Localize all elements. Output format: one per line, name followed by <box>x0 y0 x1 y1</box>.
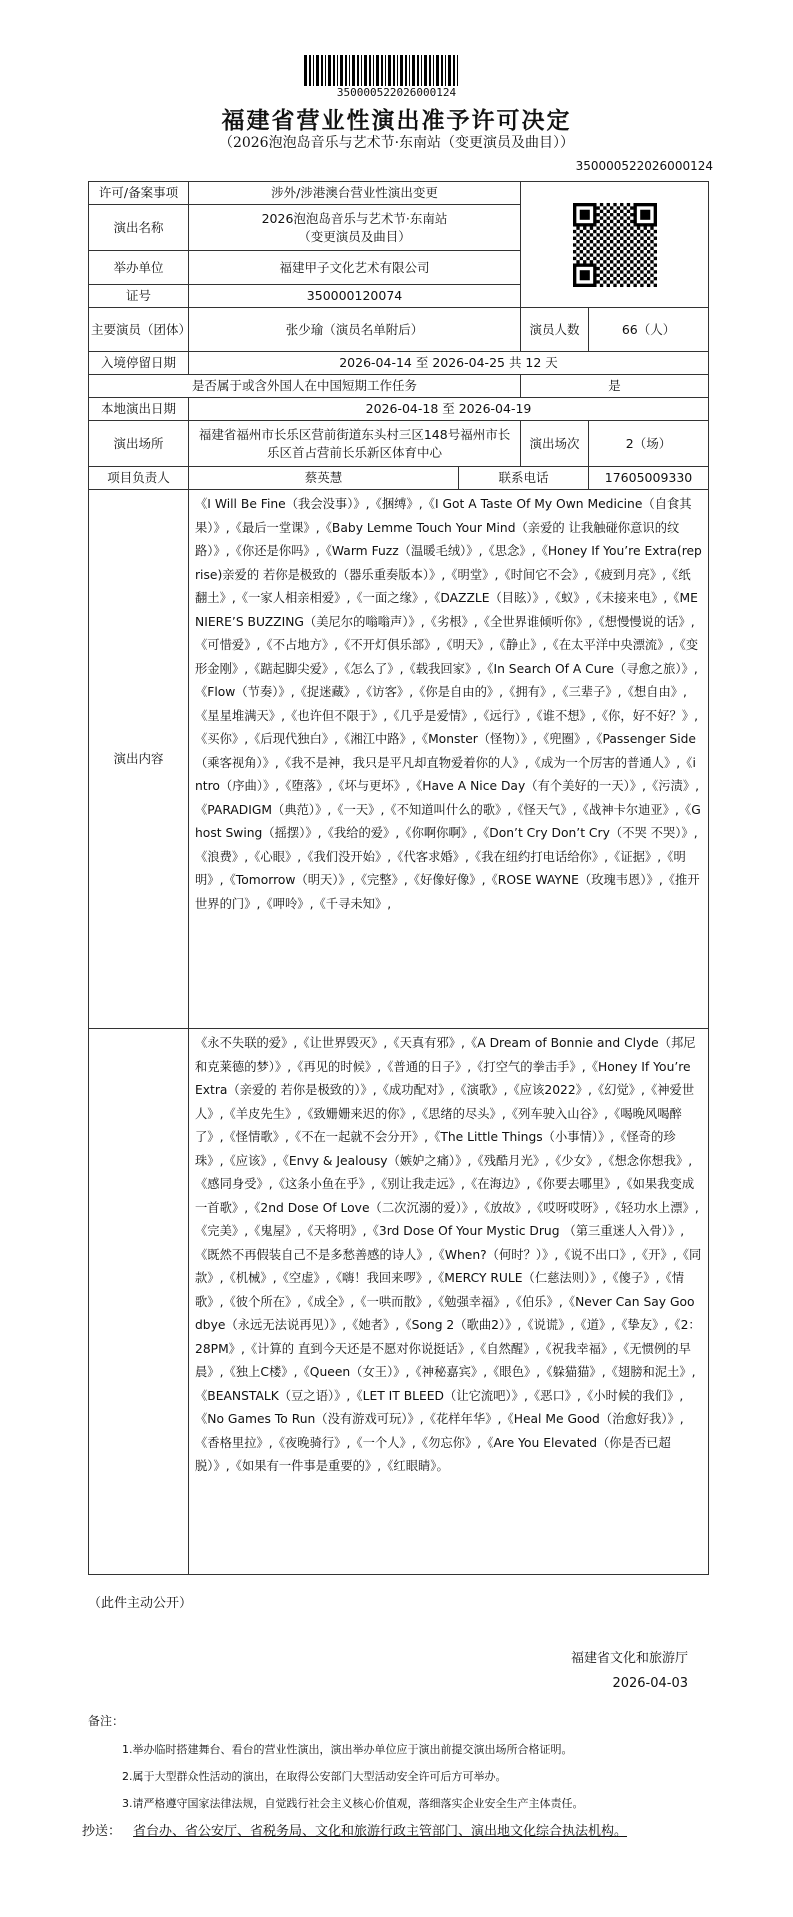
barcode <box>302 55 462 86</box>
cert-label: 证号 <box>89 285 189 308</box>
entry-dates-label: 入境停留日期 <box>89 352 189 375</box>
document-title: 福建省营业性演出准予许可决定 <box>221 107 572 134</box>
notes-list <box>122 1736 584 1817</box>
issue-date: 2026-04-03 <box>612 1676 688 1691</box>
content-list-part-1: 《I Will Be Fine（我会没事）》,《捆缚》,《I Got A Taste Of My Own Medicine（自食其果）》,《最后一堂课》,《Baby Lemme Touch Your Mind（亲爱的 让我触碰你意识的纹路）》,《你还是你吗》,《Warm Fuzz（温暖毛绒）》,《思念》,《Honey If You’re Extra(reprise)亲爱的 若你是极致的（器乐重奏版本）》,《明堂》,《时间它不会》,《疲到月亮》,《纸翻土》,《一家人相亲相爱》,《一面之缘》,《DAZZLE（目眩）》,《蚁》,《未接来电》,《MENIERE’S BUZZING（美尼尔的嗡嗡声）》,《劣根》,《全世界谁倾听你》,《想慢慢说的话》,《可惜爱》,《不占地方》,《不开灯俱乐部》,《明天》,《静止》,《在太平洋中央漂流》,《变形金刚》,《踮起脚尖爱》,《怎么了》,《载我回家》,《In Search Of A Cure（寻愈之旅）》,《Flow（节奏）》,《捉迷藏》,《访客》,《你是自由的》,《拥有》,《三辈子》,《想自由》,《星星堆满天》,《也许但不限于》,《几乎是爱情》,《远行》,《谁不想》,《你，好不好？》,《买你》,《后现代独白》,《湘江中路》,《Monster（怪物）》,《兜圈》,《Passenger Side（乘客视角）》,《我不是神，我只是平凡却直物爱着你的人》,《成为一个厉害的普通人》,《intro（序曲）》,《堕落》,《坏与更坏》,《Have A Nice Day（有个美好的一天）》,《污渍》,《PARADIGM（典范）》,《一天》,《不知道叫什么的歌》,《怪天气》,《战神卡尔迪亚》,《Ghost Swing（摇摆）》,《我给的爱》,《你啊你啊》,《Don’t Cry Don’t Cry（不哭 不哭）》,《浪费》,《心眼》,《我们没开始》,《代客求婚》,《我在纽约打电话给你》,《证据》,《明明》,《Tomorrow（明天）》,《完整》,《好像好像》,《ROSE WAYNE（玫瑰韦恩）》,《推开世界的门》,《呷呤》,《千寻未知》, <box>189 490 709 1029</box>
performers-value: 张少瑜（演员名单附后） <box>189 308 521 352</box>
foreign-work-label: 是否属于或含外国人在中国短期工作任务 <box>89 375 521 398</box>
show-name-value <box>189 205 521 251</box>
cert-value: 350000120074 <box>189 285 521 308</box>
show-name-label: 演出名称 <box>89 205 189 251</box>
show-name-line-1: 2026泡泡岛音乐与艺术节·东南站 <box>261 210 448 226</box>
sessions-label: 演出场次 <box>521 421 589 467</box>
entry-dates-value: 2026-04-14 至 2026-04-25 共 12 天 <box>189 352 709 375</box>
qr-code-icon <box>573 203 657 287</box>
row-content-2 <box>89 1029 709 1575</box>
manager-value: 蔡英慧 <box>189 467 459 490</box>
phone-value: 17605009330 <box>589 467 709 490</box>
document-subtitle: （2026泡泡岛音乐与艺术节·东南站（变更演员及曲目）） <box>218 135 575 151</box>
issuer: 福建省文化和旅游厅 <box>570 1651 688 1666</box>
local-dates-value: 2026-04-18 至 2026-04-19 <box>189 398 709 421</box>
performer-count-label: 演员人数 <box>521 308 589 352</box>
venue-value: 福建省福州市长乐区营前街道东头村三区148号福州市长乐区首占营前长乐新区体育中心 <box>189 421 521 467</box>
permit-table <box>88 181 709 1575</box>
performer-count-value: 66（人） <box>589 308 709 352</box>
content-label-continued <box>89 1029 189 1575</box>
note-item: 2.属于大型群众性活动的演出，在取得公安部门大型活动安全许可后方可举办。 <box>122 1770 507 1783</box>
notes-heading: 备注： <box>88 1714 125 1728</box>
cc-line <box>82 1820 722 1844</box>
foreign-work-value: 是 <box>521 375 709 398</box>
phone-label: 联系电话 <box>459 467 589 490</box>
local-dates-label: 本地演出日期 <box>89 398 189 421</box>
row-foreign-work <box>89 375 709 398</box>
barcode-number: 350000522026000124 <box>336 86 457 99</box>
license-type-label: 许可/备案事项 <box>89 182 189 205</box>
row-license-type <box>89 182 709 205</box>
cc-recipients: 省台办、省公安厅、省税务局、文化和旅游行政主管部门、演出地文化综合执法机构。 <box>133 1824 628 1839</box>
row-local-dates <box>89 398 709 421</box>
row-entry-dates <box>89 352 709 375</box>
cc-label: 抄送： <box>82 1824 122 1839</box>
row-venue <box>89 421 709 467</box>
performers-label: 主要演员（团体） <box>89 308 189 352</box>
show-name-line-2: （变更演员及曲目） <box>298 228 411 244</box>
note-item: 1.举办临时搭建舞台、看台的营业性演出，演出举办单位应于演出前提交演出场所合格证明。 <box>122 1743 573 1756</box>
venue-label: 演出场所 <box>89 421 189 467</box>
row-performers <box>89 308 709 352</box>
content-label: 演出内容 <box>89 490 189 1029</box>
document-number: 350000522026000124 <box>575 159 713 173</box>
organizer-value: 福建甲子文化艺术有限公司 <box>189 251 521 285</box>
license-type-value: 涉外/涉港澳台营业性演出变更 <box>189 182 521 205</box>
row-manager <box>89 467 709 490</box>
content-list-part-2: 《永不失联的爱》,《让世界毁灭》,《天真有邪》,《A Dream of Bonnie and Clyde（邦尼和克莱德的梦）》,《再见的时候》,《普通的日子》,《打空气的拳击手》,《Honey If You’re Extra（亲爱的 若你是极致的）》,《成功配对》,《演歌》,《应该2022》,《幻觉》,《神爱世人》,《羊皮先生》,《致姗姗来迟的你》,《思绪的尽头》,《列车驶入山谷》,《喝晚风喝醉了》,《怪情歌》,《不在一起就不会分开》,《The Little Things（小事情）》,《怪奇的珍珠》,《应该》,《Envy & Jealousy（嫉妒之痛）》,《残酷月光》,《少女》,《想念你想我》,《感同身受》,《这条小鱼在乎》,《别让我走远》,《在海边》,《你要去哪里》,《如果我变成一首歌》,《2nd Dose Of Love（二次沉溺的爱）》,《放故》,《哎呀哎呀》,《轻功水上漂》,《完美》,《鬼屋》,《天将明》,《3rd Dose Of Your Mystic Drug （第三重迷人入骨）》,《既然不再假装自己不是多愁善感的诗人》,《When?（何时？）》,《说不出口》,《开》,《同款》,《机械》,《空虚》,《嗨！我回来啰》,《MERCY RULE（仁慈法则）》,《傻子》,《情歌》,《彼个所在》,《成全》,《一哄而散》,《勉强幸福》,《伯乐》,《Never Can Say Goodbye（永远无法说再见）》,《她者》,《Song 2（歌曲2）》,《说谎》,《道》,《挚友》,《2：28PM》,《计算的 直到今天还是不愿对你说挺话》,《自然醒》,《祝我幸福》,《无惯例的早晨》,《独上C楼》,《Queen（女王）》,《神秘嘉宾》,《眼色》,《躲猫猫》,《翅膀和泥土》,《BEANSTALK（豆之语）》,《LET IT BLEED（让它流吧）》,《恶口》,《小时候的我们》,《No Games To Run（没有游戏可玩）》,《花样年华》,《Heal Me Good（治愈好我）》,《香格里拉》,《夜晚骑行》,《一个人》,《勿忘你》,《Are You Elevated（你是否已超脱）》,《如果有一件事是重要的》,《红眼睛》。 <box>189 1029 709 1575</box>
public-note: （此件主动公开） <box>88 1596 193 1611</box>
sessions-value: 2（场） <box>589 421 709 467</box>
organizer-label: 举办单位 <box>89 251 189 285</box>
qr-cell <box>521 182 709 308</box>
note-item: 3.请严格遵守国家法律法规，自觉践行社会主义核心价值观，落细落实企业安全生产主体责任。 <box>122 1797 584 1810</box>
manager-label: 项目负责人 <box>89 467 189 490</box>
row-content-1 <box>89 490 709 1029</box>
